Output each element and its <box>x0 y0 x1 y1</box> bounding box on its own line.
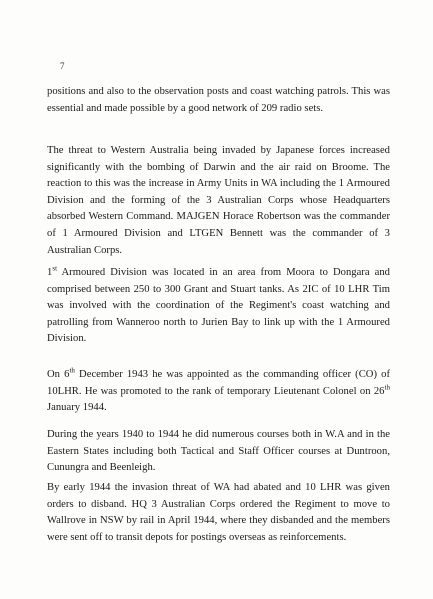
p4-text-c: January 1944. <box>47 402 107 414</box>
p3-ordinal: st <box>52 264 58 273</box>
paragraph-invasion-threat: The threat to Western Australia being invaded by Japanese forces increased significantly with the bombing of Darwin and the air raid on Broome. The reaction to this was the increase in Army Units in WA including the 1 Armoured Division and the forming of the 3 Australian Corps whose Headquarters absorbed Western Command. MAJGEN Horace Robertson was the commander of 1 Armoured Division and LTGEN Bennett was the commander of 3 Australian Corps. <box>47 145 390 256</box>
p4-text-a: On 6 <box>47 369 70 380</box>
p4-text-b: December 1943 he was appointed as the commanding officer (CO) of 10LHR. He was promoted to the rank of temporary Lieutenant Colonel on 26 <box>47 369 390 397</box>
p4-ordinal-1: th <box>69 366 75 375</box>
page-number: 7 <box>60 61 65 71</box>
paragraph-courses: During the years 1940 to 1944 he did numerous courses both in W.A and in the Eastern States including both Tactical and Staff Officer courses at Duntroon, Cunungra and Beenleigh. <box>47 429 390 474</box>
p3-text: Armoured Division was located in an area from Moora to Dongara and comprised between 250 to 300 Grant and Stuart tanks. As 2IC of 10 LHR Tim was involved with the coordination of the Regiment's coast watching and patrolling from Wanneroo north to Jurien Bay to link up with the 1 Armoured Division. <box>47 267 390 345</box>
paragraph-armoured-division <box>47 265 390 348</box>
paragraph-commanding-officer <box>47 367 390 417</box>
p3-number: 1 <box>47 267 53 278</box>
paragraph-disbandment: By early 1944 the invasion threat of WA had abated and 10 LHR was given orders to disband. HQ 3 Australian Corps ordered the Regiment to move to Wallrove in NSW by rail in April 1944, where they disbanded and the members were sent off to transit depots for postings overseas as reinforcements. <box>47 482 390 543</box>
p4-ordinal-2: th <box>384 383 390 392</box>
paragraph-radio-network: positions and also to the observation posts and coast watching patrols. This was essential and made possible by a good network of 209 radio sets. <box>47 86 390 114</box>
